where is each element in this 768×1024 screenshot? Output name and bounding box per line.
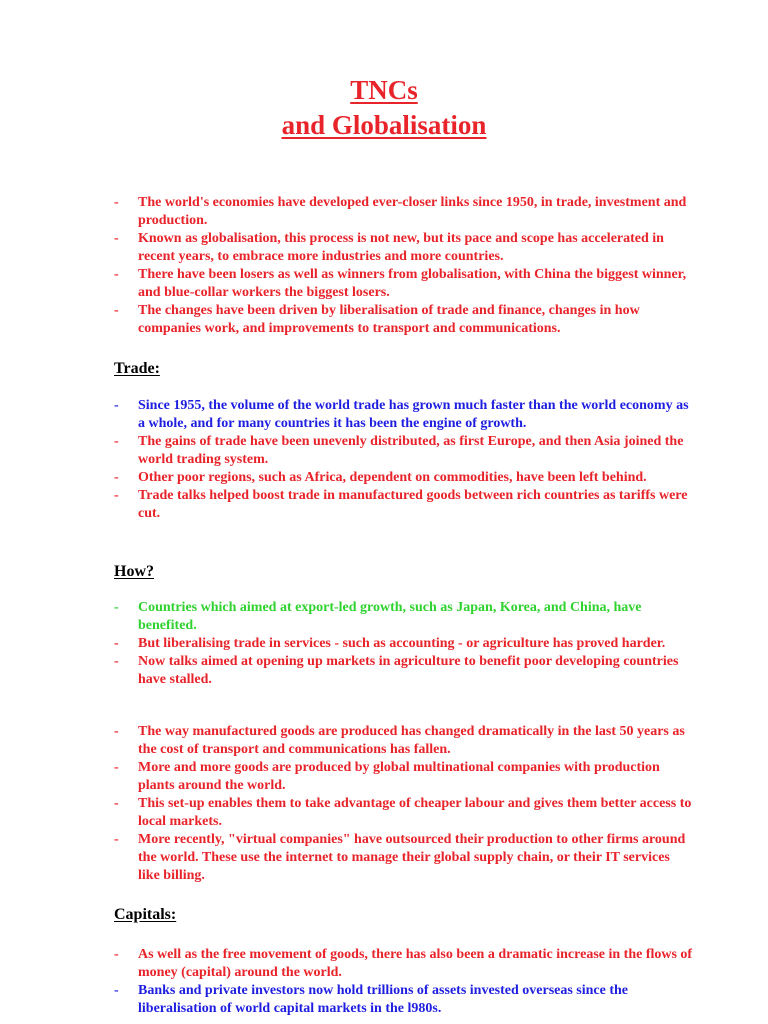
list-item-text: As well as the free movement of goods, there has also been a dramatic increase in the flows of money (capital) around the world. bbox=[138, 947, 693, 980]
bullet-dash: - bbox=[114, 398, 119, 413]
list-item-text: The gains of trade have been unevenly distributed, as first Europe, and then Asia joined the world trading system. bbox=[138, 434, 684, 467]
bullet-dash: - bbox=[114, 231, 119, 246]
bullet-dash: - bbox=[114, 488, 119, 503]
list-item-text: Other poor regions, such as Africa, dependent on commodities, have been left behind. bbox=[138, 470, 647, 485]
list-item-text: This set-up enables them to take advantage of cheaper labour and gives them better access to local markets. bbox=[138, 796, 692, 829]
list-item bbox=[114, 397, 694, 433]
list-item-text: Since 1955, the volume of the world trade has grown much faster than the world economy as a whole, and for many countries it has been the engine of growth. bbox=[138, 398, 689, 431]
list-item bbox=[114, 759, 694, 795]
list-item bbox=[114, 433, 694, 469]
how-bullet-list-production bbox=[114, 723, 694, 885]
list-item bbox=[114, 266, 694, 302]
section-heading-how: How? bbox=[114, 563, 154, 580]
list-item-text: There have been losers as well as winners from globalisation, with China the biggest winner, and blue-collar workers the biggest losers. bbox=[138, 267, 687, 300]
list-item bbox=[114, 653, 694, 689]
list-item-text: The world's economies have developed ever-closer links since 1950, in trade, investment and production. bbox=[138, 195, 687, 228]
bullet-dash: - bbox=[114, 832, 119, 847]
list-item-text: Trade talks helped boost trade in manufactured goods between rich countries as tariffs were cut. bbox=[138, 488, 688, 521]
list-item bbox=[114, 723, 694, 759]
list-item-text: Known as globalisation, this process is not new, but its pace and scope has accelerated in recent years, to embrace more industries and more countries. bbox=[138, 231, 664, 264]
list-item-text: The way manufactured goods are produced has changed dramatically in the last 50 years as the cost of transport and communications has fallen. bbox=[138, 724, 685, 757]
list-item-text: Countries which aimed at export-led growth, such as Japan, Korea, and China, have benefited. bbox=[138, 600, 642, 633]
bullet-dash: - bbox=[114, 600, 119, 615]
list-item bbox=[114, 946, 694, 982]
list-item-text: But liberalising trade in services - such as accounting - or agriculture has proved harder. bbox=[138, 636, 666, 651]
list-item-text: More recently, "virtual companies" have outsourced their production to other firms around the world. These use the internet to manage their global supply chain, or their IT services like billing. bbox=[138, 832, 686, 883]
capitals-bullet-list bbox=[114, 946, 694, 1018]
list-item bbox=[114, 795, 694, 831]
bullet-dash: - bbox=[114, 760, 119, 775]
bullet-dash: - bbox=[114, 796, 119, 811]
document-title-line-2: and Globalisation bbox=[281, 110, 487, 140]
list-item-text: More and more goods are produced by global multinational companies with production plants around the world. bbox=[138, 760, 660, 793]
bullet-dash: - bbox=[114, 724, 119, 739]
intro-bullet-list bbox=[114, 194, 694, 338]
bullet-dash: - bbox=[114, 654, 119, 669]
list-item-text: Banks and private investors now hold trillions of assets invested overseas since the liberalisation of world capital markets in the l980s. bbox=[138, 983, 629, 1016]
list-item bbox=[114, 487, 694, 523]
list-item bbox=[114, 194, 694, 230]
trade-bullet-list bbox=[114, 397, 694, 523]
list-item bbox=[114, 599, 694, 635]
document-title-line-1: TNCs bbox=[350, 75, 418, 105]
list-item bbox=[114, 469, 694, 487]
bullet-dash: - bbox=[114, 434, 119, 449]
bullet-dash: - bbox=[114, 636, 119, 651]
section-heading-capitals: Capitals: bbox=[114, 906, 177, 923]
section-heading-trade: Trade: bbox=[114, 360, 160, 377]
list-item-text: Now talks aimed at opening up markets in agriculture to benefit poor developing countries have stalled. bbox=[138, 654, 679, 687]
bullet-dash: - bbox=[114, 267, 119, 282]
bullet-dash: - bbox=[114, 195, 119, 210]
bullet-dash: - bbox=[114, 303, 119, 318]
list-item bbox=[114, 982, 694, 1018]
list-item bbox=[114, 635, 694, 653]
bullet-dash: - bbox=[114, 470, 119, 485]
list-item-text: The changes have been driven by liberalisation of trade and finance, changes in how companies work, and improvements to transport and communications. bbox=[138, 303, 640, 336]
list-item bbox=[114, 831, 694, 885]
bullet-dash: - bbox=[114, 983, 119, 998]
how-bullet-list-exports bbox=[114, 599, 694, 689]
bullet-dash: - bbox=[114, 947, 119, 962]
list-item bbox=[114, 230, 694, 266]
list-item bbox=[114, 302, 694, 338]
